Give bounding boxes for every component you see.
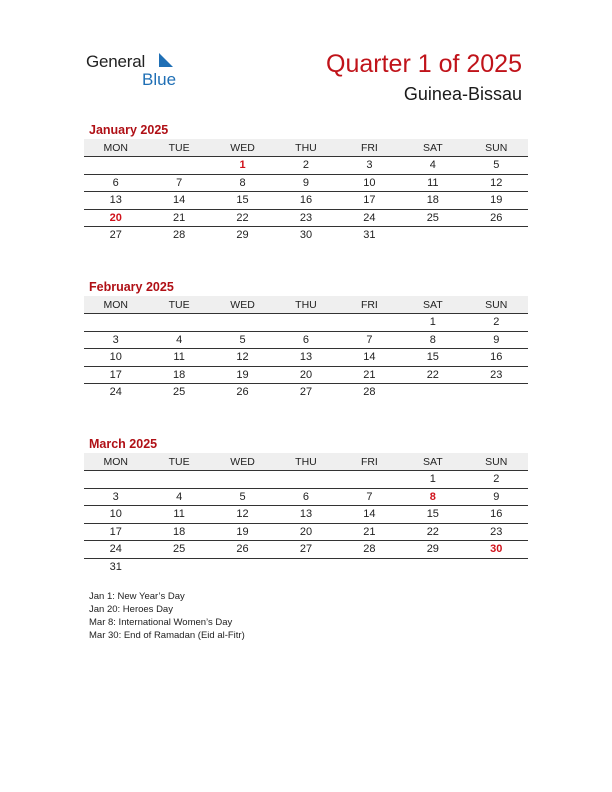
day-cell: 20: [274, 366, 337, 384]
empty-day-cell: [147, 558, 210, 575]
empty-day-cell: [465, 384, 528, 401]
day-cell: 4: [401, 157, 464, 175]
weekday-header: SUN: [465, 296, 528, 314]
day-cell: 12: [465, 174, 528, 192]
day-cell: 1: [211, 157, 274, 175]
weekday-header: MON: [84, 139, 147, 157]
day-cell: 6: [274, 488, 337, 506]
day-cell: 3: [338, 157, 401, 175]
day-cell: 21: [338, 366, 401, 384]
weekday-header: SAT: [401, 139, 464, 157]
holiday-note: Mar 8: International Women’s Day: [89, 617, 233, 628]
day-cell: 26: [236, 386, 249, 399]
day-cell: 26: [211, 541, 274, 559]
day-cell: 15: [211, 192, 274, 210]
day-cell: 31: [109, 560, 122, 573]
day-cell: 27: [299, 386, 313, 399]
week-row: [84, 174, 528, 192]
day-cell: 4: [147, 488, 210, 506]
day-cell: 15: [401, 506, 464, 524]
day-cell: 12: [211, 506, 274, 524]
day-cell: 3: [84, 331, 147, 349]
week-row: [84, 541, 528, 559]
weekday-header: FRI: [338, 139, 401, 157]
weekday-header: MON: [84, 453, 147, 471]
week-row: [84, 209, 528, 227]
day-cell: 19: [211, 366, 274, 384]
weekday-header: SUN: [465, 453, 528, 471]
day-cell: 28: [363, 386, 376, 399]
day-cell: 17: [84, 523, 147, 541]
day-cell: 8: [211, 174, 274, 192]
day-cell: 29: [236, 229, 249, 242]
day-cell: 11: [147, 506, 210, 524]
weekday-header-row: [84, 139, 528, 157]
day-cell: 28: [173, 229, 186, 242]
day-cell: 21: [147, 209, 210, 227]
day-cell: 5: [465, 157, 528, 175]
empty-day-cell: [274, 471, 337, 489]
country-name: Guinea-Bissau: [403, 84, 522, 104]
weekday-header: FRI: [338, 296, 401, 314]
day-cell: 9: [465, 488, 528, 506]
day-cell: 7: [338, 331, 401, 349]
day-cell: 1: [401, 471, 464, 489]
week-row: [84, 331, 528, 349]
day-cell: 7: [147, 174, 210, 192]
calendar-table: [84, 453, 528, 575]
empty-day-cell: [211, 314, 274, 332]
week-row: [84, 558, 528, 575]
weekday-header: THU: [274, 453, 337, 471]
day-cell: 17: [338, 192, 401, 210]
day-cell: 27: [274, 541, 337, 559]
day-cell: 6: [274, 331, 337, 349]
day-cell: 19: [211, 523, 274, 541]
week-row: [84, 227, 528, 244]
week-row: [84, 488, 528, 506]
calendar-table: [84, 296, 528, 401]
day-cell: 2: [274, 157, 337, 175]
day-cell: 23: [465, 366, 528, 384]
day-cell: 5: [211, 488, 274, 506]
weekday-header: FRI: [338, 453, 401, 471]
month-title: February 2025: [89, 280, 174, 294]
empty-day-cell: [147, 314, 210, 332]
weekday-header: WED: [211, 453, 274, 471]
empty-day-cell: [274, 314, 337, 332]
day-cell: 24: [109, 386, 122, 399]
day-cell: 2: [465, 314, 528, 332]
day-cell: 14: [338, 349, 401, 367]
weekday-header: WED: [211, 296, 274, 314]
empty-day-cell: [211, 558, 274, 575]
day-cell: 30: [465, 541, 528, 559]
empty-day-cell: [211, 471, 274, 489]
day-cell: 11: [147, 349, 210, 367]
day-cell: 12: [211, 349, 274, 367]
holiday-note: Jan 1: New Year’s Day: [89, 591, 185, 602]
day-cell: 31: [363, 229, 376, 242]
week-row: [84, 157, 528, 175]
day-cell: 7: [338, 488, 401, 506]
holiday-note: Jan 20: Heroes Day: [89, 604, 173, 615]
day-cell: 25: [401, 209, 464, 227]
week-row: [84, 523, 528, 541]
empty-day-cell: [338, 471, 401, 489]
day-cell: 23: [274, 209, 337, 227]
weekday-header: TUE: [147, 296, 210, 314]
weekday-header: TUE: [147, 139, 210, 157]
day-cell: 6: [84, 174, 147, 192]
day-cell: 14: [147, 192, 210, 210]
day-cell: 10: [84, 506, 147, 524]
week-row: [84, 384, 528, 401]
month-calendar-january: [84, 121, 528, 244]
day-cell: 2: [465, 471, 528, 489]
weekday-header: THU: [274, 139, 337, 157]
day-cell: 13: [274, 506, 337, 524]
generalblue-logo: [86, 50, 186, 90]
empty-day-cell: [338, 558, 401, 575]
day-cell: 1: [401, 314, 464, 332]
logo-blue-text: Blue: [142, 70, 177, 89]
day-cell: 22: [401, 523, 464, 541]
empty-day-cell: [465, 558, 528, 575]
day-cell: 18: [147, 523, 210, 541]
day-cell: 22: [211, 209, 274, 227]
day-cell: 17: [84, 366, 147, 384]
empty-day-cell: [84, 157, 147, 175]
weekday-header: WED: [211, 139, 274, 157]
page-title: Quarter 1 of 2025: [326, 50, 522, 78]
logo-triangle-icon: [159, 53, 173, 67]
day-cell: 9: [465, 331, 528, 349]
empty-day-cell: [147, 157, 210, 175]
day-cell: 21: [338, 523, 401, 541]
day-cell: 25: [147, 541, 210, 559]
weekday-header-row: [84, 296, 528, 314]
week-row: [84, 349, 528, 367]
day-cell: 14: [338, 506, 401, 524]
empty-day-cell: [84, 471, 147, 489]
day-cell: 10: [338, 174, 401, 192]
week-row: [84, 506, 528, 524]
calendar-table: [84, 139, 528, 244]
empty-day-cell: [465, 227, 528, 244]
day-cell: 20: [84, 209, 147, 227]
day-cell: 29: [401, 541, 464, 559]
day-cell: 16: [465, 506, 528, 524]
week-row: [84, 471, 528, 489]
day-cell: 16: [465, 349, 528, 367]
day-cell: 8: [401, 488, 464, 506]
day-cell: 25: [173, 386, 186, 399]
day-cell: 30: [299, 229, 313, 242]
day-cell: 24: [84, 541, 147, 559]
month-title: March 2025: [89, 437, 158, 451]
weekday-header: TUE: [147, 453, 210, 471]
day-cell: 22: [401, 366, 464, 384]
day-cell: 27: [109, 229, 122, 242]
empty-day-cell: [401, 558, 464, 575]
week-row: [84, 314, 528, 332]
week-row: [84, 366, 528, 384]
day-cell: 13: [274, 349, 337, 367]
holiday-notes: [89, 590, 245, 642]
weekday-header: SUN: [465, 139, 528, 157]
empty-day-cell: [274, 558, 337, 575]
empty-day-cell: [338, 314, 401, 332]
weekday-header: MON: [84, 296, 147, 314]
weekday-header-row: [84, 453, 528, 471]
month-calendar-february: [84, 278, 528, 401]
day-cell: 9: [274, 174, 337, 192]
day-cell: 5: [211, 331, 274, 349]
day-cell: 18: [401, 192, 464, 210]
weekday-header: SAT: [401, 453, 464, 471]
weekday-header: THU: [274, 296, 337, 314]
empty-day-cell: [401, 384, 464, 401]
day-cell: 8: [401, 331, 464, 349]
month-title: January 2025: [89, 123, 169, 137]
day-cell: 10: [84, 349, 147, 367]
month-calendar-march: [84, 435, 528, 575]
day-cell: 23: [465, 523, 528, 541]
day-cell: 13: [84, 192, 147, 210]
week-row: [84, 192, 528, 210]
weekday-header: SAT: [401, 296, 464, 314]
empty-day-cell: [401, 227, 464, 244]
day-cell: 18: [147, 366, 210, 384]
logo-general-text: General: [86, 52, 146, 71]
holiday-note: Mar 30: End of Ramadan (Eid al-Fitr): [89, 630, 245, 641]
day-cell: 16: [274, 192, 337, 210]
day-cell: 15: [401, 349, 464, 367]
day-cell: 19: [465, 192, 528, 210]
day-cell: 26: [465, 209, 528, 227]
day-cell: 28: [338, 541, 401, 559]
day-cell: 24: [338, 209, 401, 227]
day-cell: 3: [84, 488, 147, 506]
day-cell: 20: [274, 523, 337, 541]
day-cell: 4: [147, 331, 210, 349]
day-cell: 11: [401, 174, 464, 192]
empty-day-cell: [84, 314, 147, 332]
empty-day-cell: [147, 471, 210, 489]
